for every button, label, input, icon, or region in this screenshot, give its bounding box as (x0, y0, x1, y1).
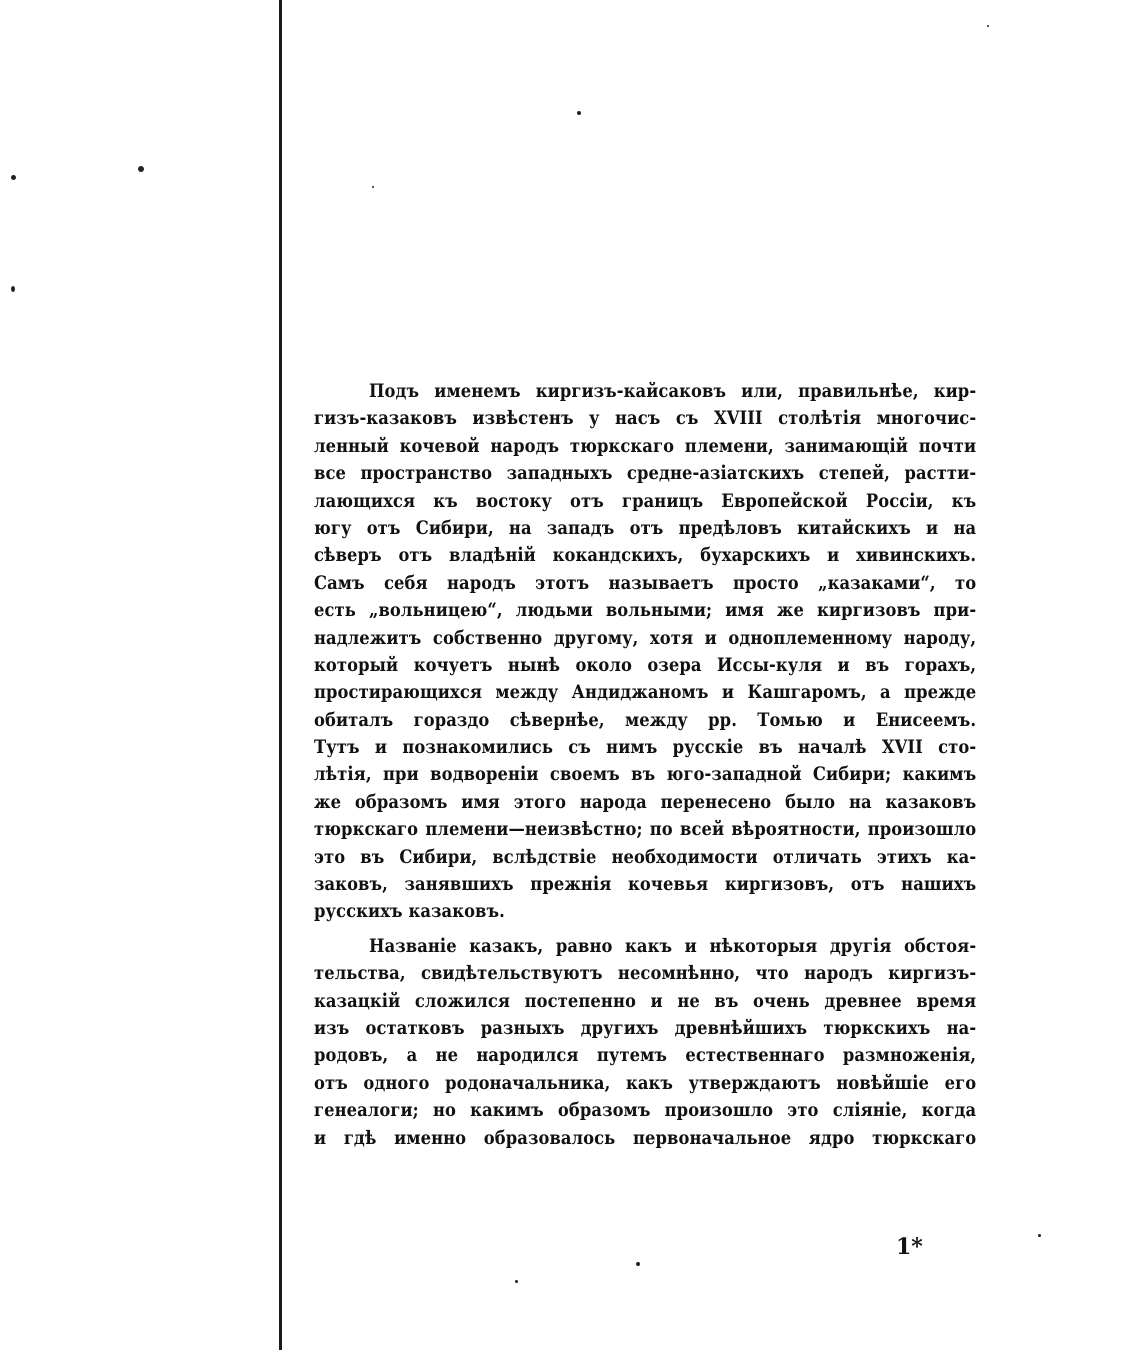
paragraph-2 (314, 933, 976, 1152)
text-line: сѣверъ отъ владѣній кокандскихъ, бухарскихъ и хивинскихъ. (314, 544, 977, 567)
text-line: Тутъ и познакомились съ нимъ русскіе въ началѣ XVII сто- (314, 736, 977, 759)
text-line: Самъ себя народъ этотъ называетъ просто „казаками“, то (314, 571, 977, 594)
text-line: все пространство западныхъ средне-азіатскихъ степей, растти- (314, 462, 977, 485)
scan-speck (987, 25, 989, 27)
binding-margin-line (279, 0, 282, 1350)
text-line: есть „вольницею“, людьми вольными; имя же киргизовъ при- (314, 599, 977, 622)
text-line: гизъ-казаковъ извѣстенъ у насъ съ XVIII столѣтія многочис- (314, 407, 977, 430)
page-body-text (314, 378, 976, 1152)
scan-speck (11, 175, 16, 180)
scan-speck (577, 111, 581, 115)
text-line: лѣтія, при водвореніи своемъ въ юго-западной Сибири; какимъ (314, 763, 977, 786)
text-line: изъ остатковъ разныхъ другихъ древнѣйшихъ тюркскихъ на- (314, 1016, 977, 1039)
text-line: который кочуетъ нынѣ около озера Иссы-куля и въ горахъ, (314, 653, 977, 676)
text-line: Названіе казакъ, равно какъ и нѣкоторыя другія обстоя- (369, 934, 977, 957)
text-line: Подъ именемъ киргизъ-кайсаковъ или, правильнѣе, кир- (369, 380, 977, 402)
text-line: тюркскаго племени—неизвѣстно; по всей вѣроятности, произошло (314, 818, 977, 841)
text-line: заковъ, занявшихъ прежнія кочевья киргизовъ, отъ нашихъ (314, 873, 977, 896)
scan-speck (1038, 1234, 1041, 1237)
text-line: это въ Сибири, вслѣдствіе необходимости отличать этихъ ка- (314, 845, 977, 868)
scan-speck (515, 1280, 518, 1283)
text-line: казацкій сложился постепенно и не въ очень древнее время (314, 989, 977, 1012)
text-line: простирающихся между Андиджаномъ и Кашгаромъ, а прежде (314, 681, 977, 704)
scan-speck (372, 186, 374, 188)
text-line: же образомъ имя этого народа перенесено было на казаковъ (314, 790, 977, 813)
text-line: русскихъ казаковъ. (314, 900, 505, 923)
text-line: и гдѣ именно образовалось первоначальное ядро тюркскаго (314, 1126, 977, 1149)
paragraph-1 (314, 378, 976, 926)
scan-speck (636, 1262, 640, 1266)
scan-speck (138, 166, 144, 172)
text-line: югу отъ Сибири, на западъ отъ предѣловъ китайскихъ и на (314, 516, 977, 539)
text-line: надлежитъ собственно другому, хотя и одноплеменному народу, (314, 626, 977, 649)
text-line: генеалоги; но какимъ образомъ произошло это сліяніе, когда (314, 1099, 977, 1122)
signature-mark: 1* (896, 1234, 923, 1260)
text-line: ленный кочевой народъ тюркскаго племени, занимающій почти (314, 434, 977, 457)
text-line: лающихся къ востоку отъ границъ Европейской Россіи, къ (314, 489, 977, 512)
scan-speck (11, 286, 15, 292)
text-line: обиталъ гораздо сѣвернѣе, между рр. Томью и Енисеемъ. (314, 708, 977, 731)
text-line: тельства, свидѣтельствуютъ несомнѣнно, что народъ киргизъ- (314, 962, 977, 985)
text-line: отъ одного родоначальника, какъ утверждаютъ новѣйшіе его (314, 1071, 977, 1094)
text-line: родовъ, а не народился путемъ естественнаго размноженія, (314, 1044, 977, 1067)
